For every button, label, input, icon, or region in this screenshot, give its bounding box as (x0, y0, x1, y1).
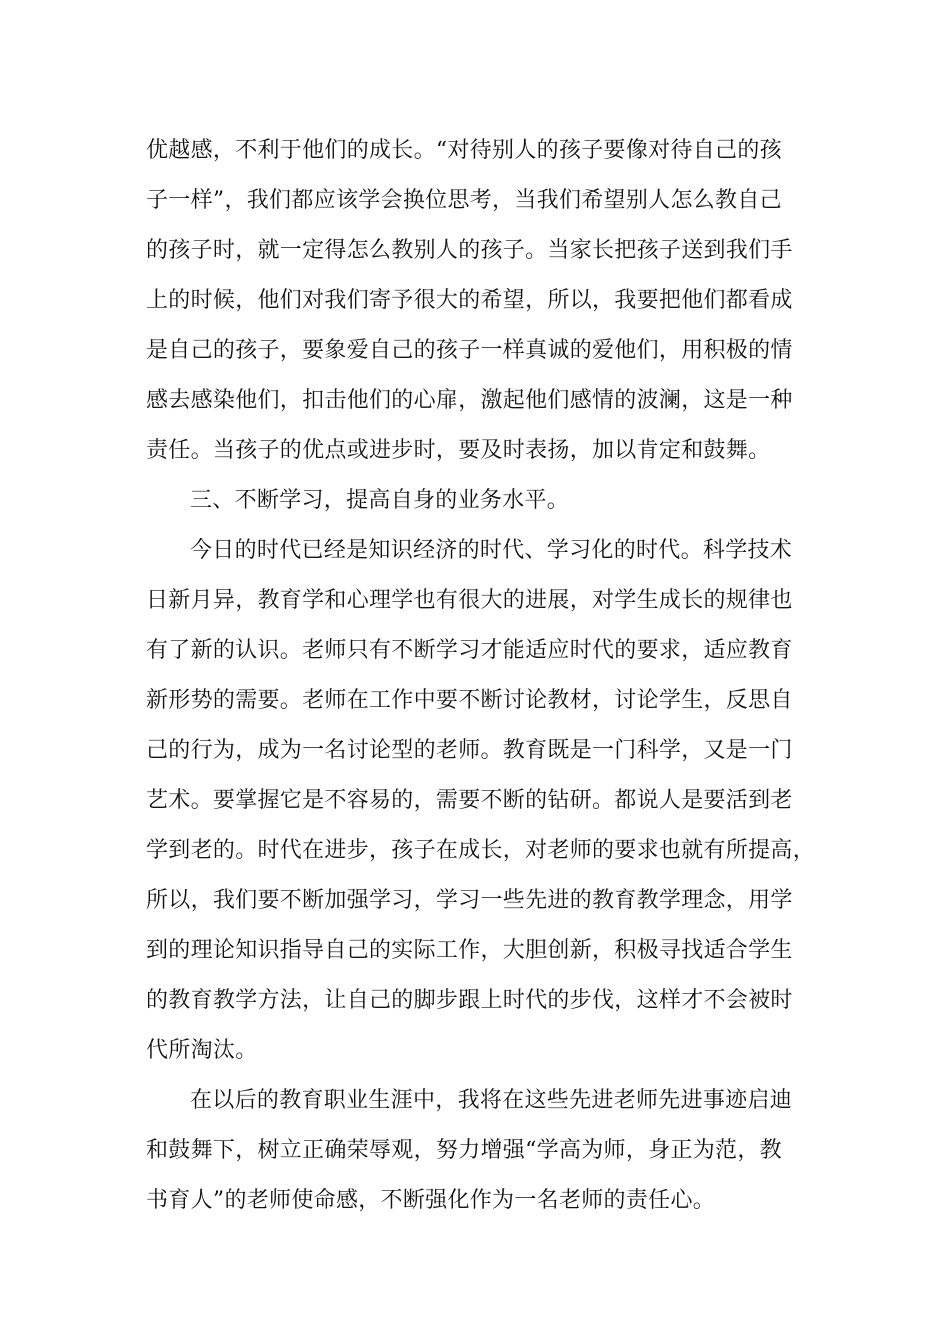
paragraph-line: 学到老的。时代在进步，孩子在成长，对老师的要求也就有所提高， (146, 838, 816, 863)
paragraph-line: 到的理论知识指导自己的实际工作，大胆创新，积极寻找适合学生 (146, 938, 793, 963)
paragraph-line: 优越感，不利于他们的成长。“对待别人的孩子要像对待自己的孩 (146, 138, 782, 163)
paragraph-line: 责任。当孩子的优点或进步时，要及时表扬，加以肯定和鼓舞。 (146, 438, 771, 463)
paragraph-line: 书育人”的老师使命感，不断强化作为一名老师的责任心。 (146, 1188, 716, 1213)
paragraph-line: 有了新的认识。老师只有不断学习才能适应时代的要求，适应教育 (146, 638, 793, 663)
paragraph-line: 子一样”，我们都应该学会换位思考，当我们希望别人怎么教自己 (146, 188, 782, 213)
paragraph-line: 今日的时代已经是知识经济的时代、学习化的时代。科学技术 (190, 538, 793, 563)
paragraph-line: 日新月异，教育学和心理学也有很大的进展，对学生成长的规律也 (146, 588, 793, 613)
section-heading: 三、不断学习，提高自身的业务水平。 (190, 488, 570, 513)
paragraph-line: 艺术。要掌握它是不容易的，需要不断的钻研。都说人是要活到老 (146, 788, 793, 813)
paragraph-line: 是自己的孩子，要象爱自己的孩子一样真诚的爱他们，用积极的情 (146, 338, 793, 363)
paragraph-line: 己的行为，成为一名讨论型的老师。教育既是一门科学，又是一门 (146, 738, 793, 763)
paragraph-line: 的教育教学方法，让自己的脚步跟上时代的步伐，这样才不会被时 (146, 988, 793, 1013)
paragraph-line: 上的时候，他们对我们寄予很大的希望，所以，我要把他们都看成 (146, 288, 793, 313)
paragraph-line: 的孩子时，就一定得怎么教别人的孩子。当家长把孩子送到我们手 (146, 238, 793, 263)
paragraph-line: 所以，我们要不断加强学习，学习一些先进的教育教学理念，用学 (146, 888, 793, 913)
paragraph-line: 新形势的需要。老师在工作中要不断讨论教材，讨论学生，反思自 (146, 688, 793, 713)
paragraph-line: 感去感染他们，扣击他们的心扉，激起他们感情的波澜，这是一种 (146, 388, 793, 413)
paragraph-line: 代所淘汰。 (146, 1038, 258, 1063)
paragraph-line: 和鼓舞下，树立正确荣辱观，努力增强“学高为师，身正为范，教 (146, 1138, 782, 1163)
paragraph-line: 在以后的教育职业生涯中，我将在这些先进老师先进事迹启迪 (190, 1088, 793, 1113)
